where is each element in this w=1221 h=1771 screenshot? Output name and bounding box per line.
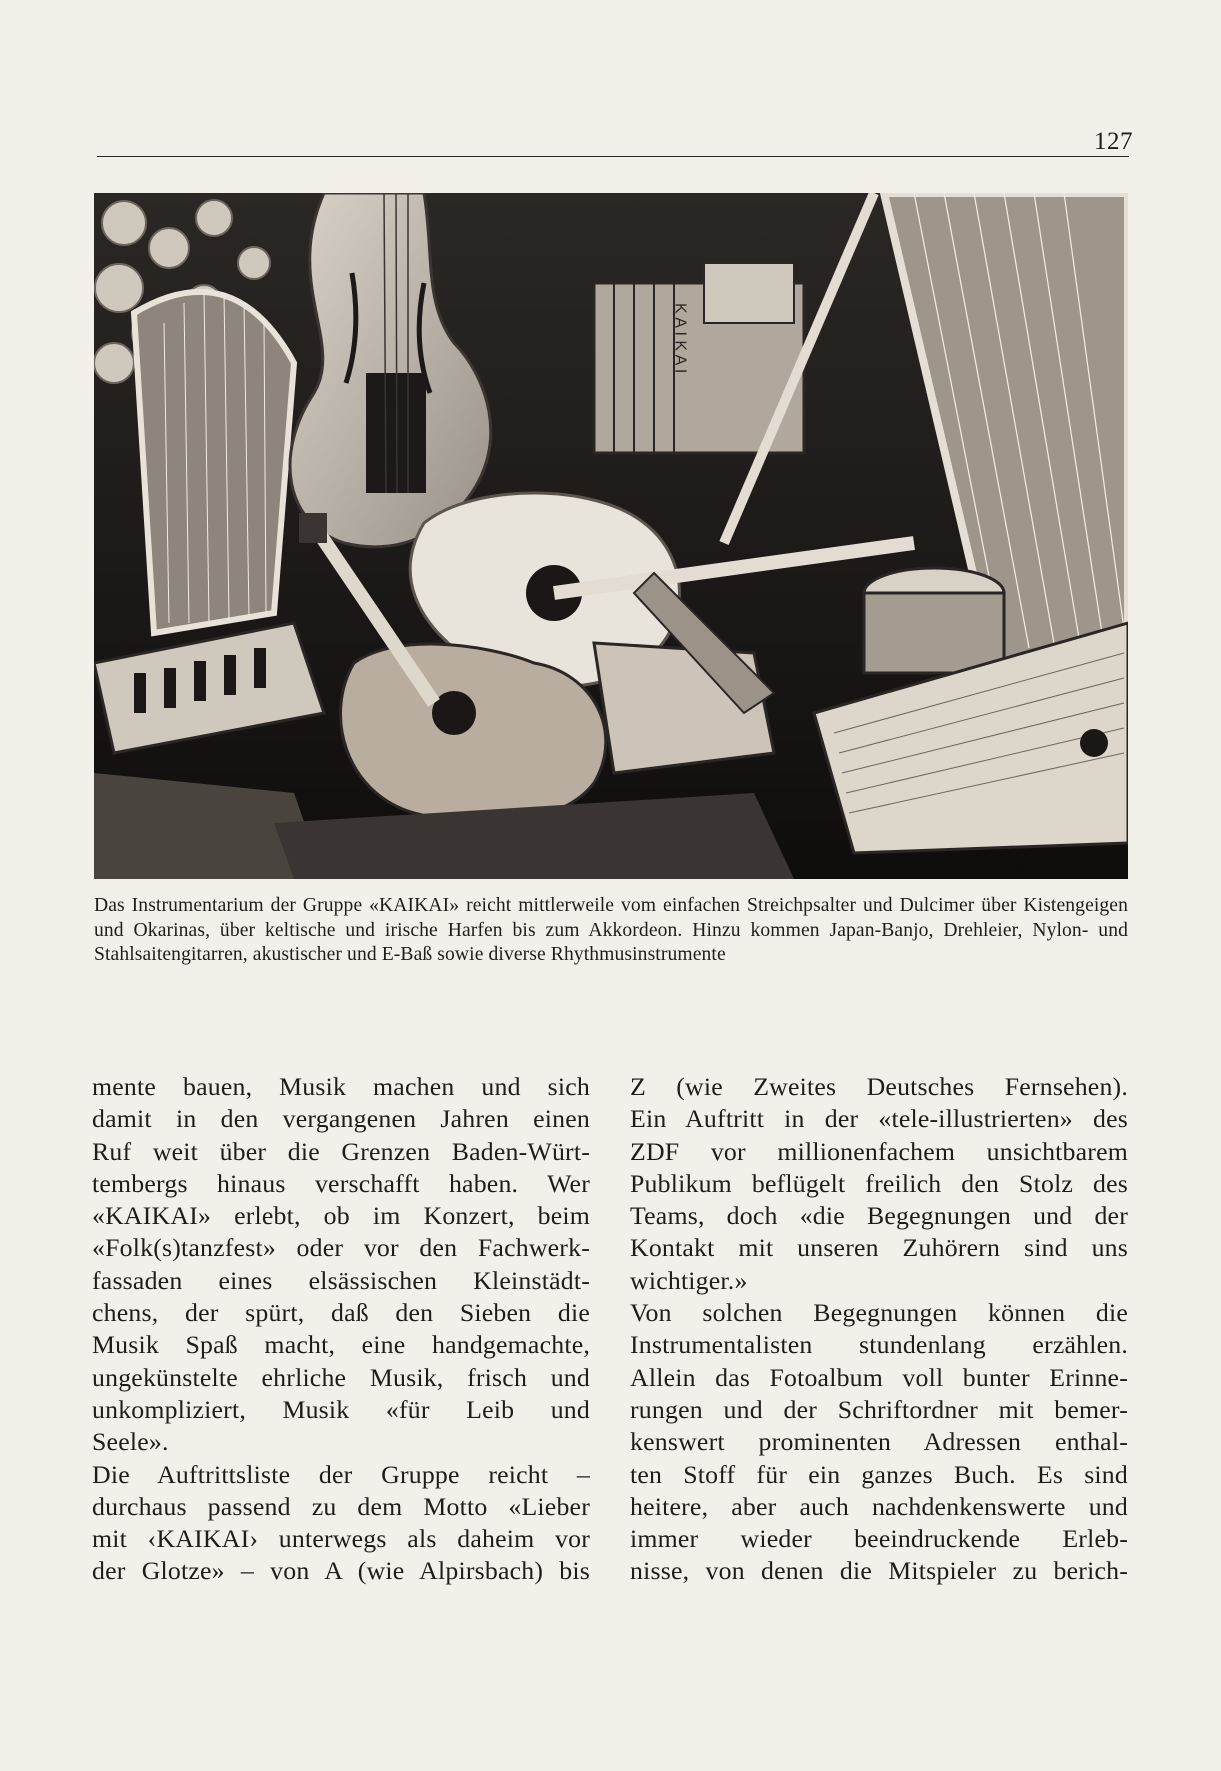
text-line: «Folk(s)tanzfest» oder vor den Fachwerk-	[92, 1233, 590, 1263]
text-line: immer wieder beeindruckende Erleb-	[630, 1524, 1128, 1554]
photo-caption: Das Instrumentarium der Gruppe «KAIKAI» reicht mittlerweile vom einfachen Streichpsalter und Dulcimer über Kistengeigen und Okarinas, über keltische und irische Harfen bis zum Akkordeon. Hinzu kommen Japan-Banjo, Drehleier, Nylon- und Stahlsaitengitarren, akustischer und E-Baß sowie diverse Rhythmusinstrumente	[94, 895, 1128, 965]
text-line: ungekünstelte ehrliche Musik, frisch und	[92, 1362, 590, 1392]
text-line: Ruf weit über die Grenzen Baden-Würt-	[92, 1136, 590, 1166]
text-line: unkompliziert, Musik «für Leib und	[92, 1394, 590, 1424]
text-column-right	[630, 1071, 1128, 1588]
instruments-photo	[94, 193, 1128, 879]
text-line: Musik Spaß macht, eine handgemachte,	[92, 1330, 590, 1360]
header-rule	[97, 156, 1129, 157]
accordion-label: K A I K A I	[671, 303, 689, 374]
text-line: mit ‹KAIKAI› unterwegs als daheim vor	[92, 1524, 590, 1554]
text-line: wichtiger.»	[630, 1265, 748, 1295]
text-line: damit in den vergangenen Jahren einen	[92, 1104, 590, 1134]
instruments-photo-drawing	[94, 193, 1128, 879]
text-line: fassaden eines elsässischen Kleinstädt-	[92, 1265, 590, 1295]
text-line: der Glotze» – von A (wie Alpirsbach) bis	[92, 1556, 590, 1586]
text-line: Von solchen Begegnungen können die	[630, 1298, 1128, 1328]
text-line: ten Stoff für ein ganzes Buch. Es sind	[630, 1459, 1128, 1489]
text-line: tembergs hinaus verschafft haben. Wer	[92, 1168, 590, 1198]
text-line: mente bauen, Musik machen und sich	[92, 1072, 590, 1101]
text-line: chens, der spürt, daß den Sieben die	[92, 1298, 590, 1328]
text-line: rungen und der Schriftordner mit bemer-	[630, 1394, 1128, 1424]
text-line: heitere, aber auch nachdenkenswerte und	[630, 1491, 1128, 1521]
text-line: Seele».	[92, 1427, 169, 1457]
text-line: Instrumentalisten stundenlang erzählen.	[630, 1330, 1128, 1360]
text-line: durchaus passend zu dem Motto «Lieber	[92, 1491, 590, 1521]
text-line: Allein das Fotoalbum voll bunter Erinne-	[630, 1362, 1128, 1392]
text-line: kenswert prominenten Adressen enthal-	[630, 1427, 1128, 1457]
text-line: Publikum beflügelt freilich den Stolz des	[630, 1168, 1128, 1198]
text-line: nisse, von denen die Mitspieler zu berich-	[630, 1556, 1128, 1586]
text-column-left	[92, 1071, 590, 1588]
text-line: Die Auftrittsliste der Gruppe reicht –	[92, 1459, 590, 1489]
text-line: Kontakt mit unseren Zuhörern sind uns	[630, 1233, 1128, 1263]
text-line: Teams, doch «die Begegnungen und der	[630, 1201, 1128, 1231]
text-line: ZDF vor millionenfachem unsichtbarem	[630, 1136, 1128, 1166]
text-line: «KAIKAI» erlebt, ob im Konzert, beim	[92, 1201, 590, 1231]
page-number: 127	[1094, 128, 1133, 155]
text-line: Ein Auftritt in der «tele-illustrierten» des	[630, 1104, 1128, 1134]
text-line: Z (wie Zweites Deutsches Fernsehen).	[630, 1072, 1128, 1101]
